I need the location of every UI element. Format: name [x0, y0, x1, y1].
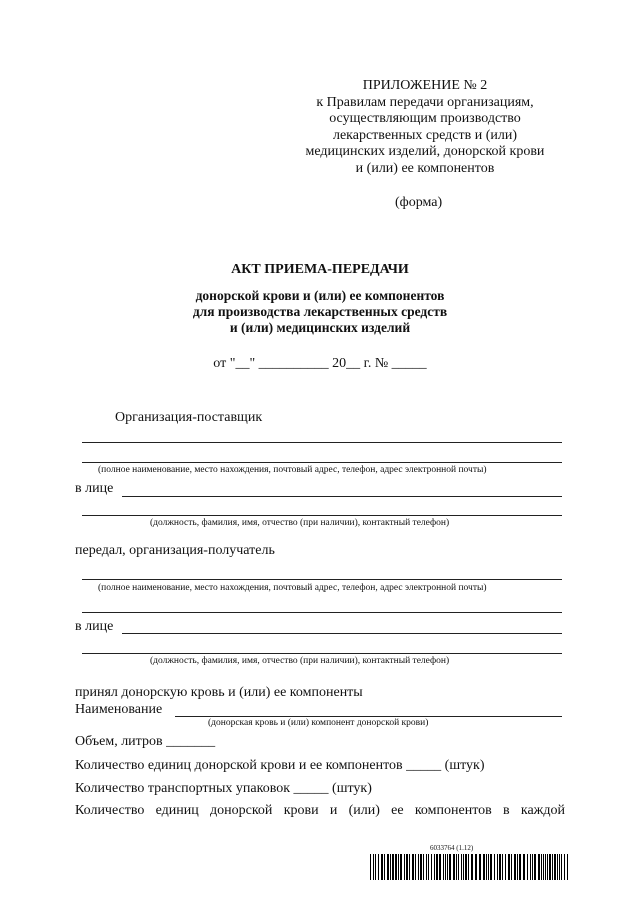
name-field-line[interactable] — [175, 716, 562, 717]
recipient-hint: (полное наименование, место нахождения, почтовый адрес, телефон, адрес электронной почты) — [98, 583, 487, 593]
barcode-bar — [499, 854, 501, 880]
barcode-bar — [479, 854, 481, 880]
supplier-rep-label: в лице — [75, 481, 114, 496]
supplier-field-line-1[interactable] — [82, 442, 562, 443]
subtitle-line: и (или) медицинских изделий — [229, 320, 411, 335]
appendix-line: медицинских изделий, донорской крови — [305, 144, 545, 159]
accepted-text: принял донорскую кровь и (или) ее компоненты — [75, 685, 363, 700]
appendix-line: ПРИЛОЖЕНИЕ № 2 — [362, 78, 488, 93]
barcode-bar — [463, 854, 464, 880]
word: Количество — [75, 803, 145, 818]
barcode-bar — [378, 854, 379, 880]
barcode-bar — [458, 854, 459, 880]
barcode-bar — [406, 854, 408, 880]
barcode-bar — [400, 854, 402, 880]
barcode-bar — [461, 854, 462, 880]
barcode-bar — [523, 854, 525, 880]
subtitle-line: донорской крови и (или) ее компонентов — [195, 288, 445, 303]
barcode-bar — [543, 854, 544, 880]
barcode-bar — [561, 854, 562, 880]
recipient-rep-field-line-1[interactable] — [122, 633, 562, 634]
barcode-bar — [415, 854, 416, 880]
barcode-bar — [549, 854, 551, 880]
supplier-rep-field-line-1[interactable] — [122, 496, 562, 497]
barcode-bar — [449, 854, 451, 880]
barcode-bar — [502, 854, 503, 880]
word: и — [329, 803, 338, 818]
barcode-bar — [443, 854, 444, 880]
barcode-bar — [387, 854, 389, 880]
recipient-label: передал, организация-получатель — [75, 543, 275, 558]
barcode-bar — [465, 854, 467, 880]
barcode-bar — [404, 854, 405, 880]
barcode-bar — [541, 854, 542, 880]
barcode-bar — [567, 854, 568, 880]
barcode-bar — [508, 854, 510, 880]
barcode-bar — [468, 854, 469, 880]
barcode-bar — [538, 854, 540, 880]
barcode-bar — [431, 854, 432, 880]
barcode-bar — [547, 854, 548, 880]
barcode-bar — [395, 854, 397, 880]
supplier-rep-field-line-2[interactable] — [82, 515, 562, 516]
word: каждой — [520, 803, 565, 818]
date-number-line: от "__" __________ 20__ г. № _____ — [213, 356, 427, 371]
word: единиц — [155, 803, 199, 818]
barcode-bar — [483, 854, 485, 880]
barcode-bar — [527, 854, 528, 880]
units-count-line: Количество единиц донорской крови и ее компонентов _____ (штук) — [75, 758, 485, 773]
barcode-bar — [423, 854, 424, 880]
subtitle-line: для производства лекарственных средств — [192, 304, 448, 319]
form-label: (форма) — [395, 195, 443, 210]
barcode-bar — [445, 854, 446, 880]
appendix-line: к Правилам передачи организациям, — [316, 94, 534, 110]
barcode-bar — [497, 854, 498, 880]
recipient-rep-hint: (должность, фамилия, имя, отчество (при наличии), контактный телефон) — [150, 656, 450, 666]
supplier-label: Организация-поставщик — [115, 410, 263, 425]
document-title: АКТ ПРИЕМА-ПЕРЕДАЧИ — [231, 262, 409, 277]
barcode-bar — [370, 854, 371, 880]
recipient-field-line-1[interactable] — [82, 579, 562, 580]
barcode-bar — [505, 854, 506, 880]
barcode-bar — [434, 854, 435, 880]
barcode-bar — [511, 854, 512, 880]
volume-line: Объем, литров _______ — [75, 734, 216, 749]
barcode-bar — [418, 854, 419, 880]
barcode-bar — [532, 854, 533, 880]
name-hint: (донорская кровь и (или) компонент донорской крови) — [208, 718, 429, 728]
word: донорской — [210, 803, 273, 818]
barcode-bar — [428, 854, 429, 880]
barcode-bar — [545, 854, 546, 880]
barcode-bar — [384, 854, 385, 880]
barcode-bar — [392, 854, 394, 880]
word: компонентов — [414, 803, 492, 818]
barcode-bar — [375, 854, 376, 880]
barcode-bar — [475, 854, 477, 880]
barcode-bar — [564, 854, 565, 880]
recipient-rep-label: в лице — [75, 619, 114, 634]
word: (или) — [348, 803, 380, 818]
barcode-bar — [486, 854, 487, 880]
barcode-bar — [519, 854, 521, 880]
barcode-bar — [398, 854, 399, 880]
supplier-field-line-2[interactable] — [82, 462, 562, 463]
barcode-bar — [471, 854, 473, 880]
units-each-line — [75, 803, 565, 819]
barcode-bar — [439, 854, 441, 880]
supplier-rep-hint: (должность, фамилия, имя, отчество (при наличии), контактный телефон) — [150, 518, 450, 528]
barcode-bar — [559, 854, 560, 880]
barcode-bar — [426, 854, 427, 880]
barcode-bar — [494, 854, 495, 880]
barcode-bar — [488, 854, 489, 880]
word: ее — [391, 803, 404, 818]
appendix-line: лекарственных средств и (или) — [332, 127, 518, 143]
barcode-bar — [534, 854, 536, 880]
barcode-bar — [490, 854, 492, 880]
barcode-bar — [557, 854, 558, 880]
barcode-bar — [453, 854, 455, 880]
packages-line: Количество транспортных упаковок _____ (штук) — [75, 781, 372, 796]
appendix-line: и (или) ее компонентов — [355, 160, 495, 176]
barcode-bar — [456, 854, 457, 880]
barcode-bar — [409, 854, 410, 880]
barcode-number: 6033764 (1.12) — [430, 844, 474, 852]
barcode-bar — [373, 854, 374, 880]
barcode-bar — [412, 854, 414, 880]
recipient-rep-field-line-2[interactable] — [82, 653, 562, 654]
barcode-bar — [381, 854, 383, 880]
barcode-bar — [447, 854, 448, 880]
word: в — [503, 803, 510, 818]
barcode-bar — [436, 854, 438, 880]
recipient-field-line-2[interactable] — [82, 612, 562, 613]
barcode-bar — [530, 854, 531, 880]
barcode-bar — [517, 854, 518, 880]
barcode — [370, 854, 570, 880]
appendix-line: осуществляющим производство — [329, 111, 521, 126]
barcode-bar — [514, 854, 516, 880]
word: крови — [283, 803, 319, 818]
name-label: Наименование — [75, 702, 163, 717]
barcode-bar — [552, 854, 553, 880]
appendix-header — [290, 78, 560, 177]
document-subtitle — [0, 288, 640, 336]
barcode-bar — [554, 854, 556, 880]
supplier-hint: (полное наименование, место нахождения, почтовый адрес, телефон, адрес электронной почты) — [98, 465, 487, 475]
barcode-bar — [390, 854, 391, 880]
barcode-bar — [420, 854, 422, 880]
